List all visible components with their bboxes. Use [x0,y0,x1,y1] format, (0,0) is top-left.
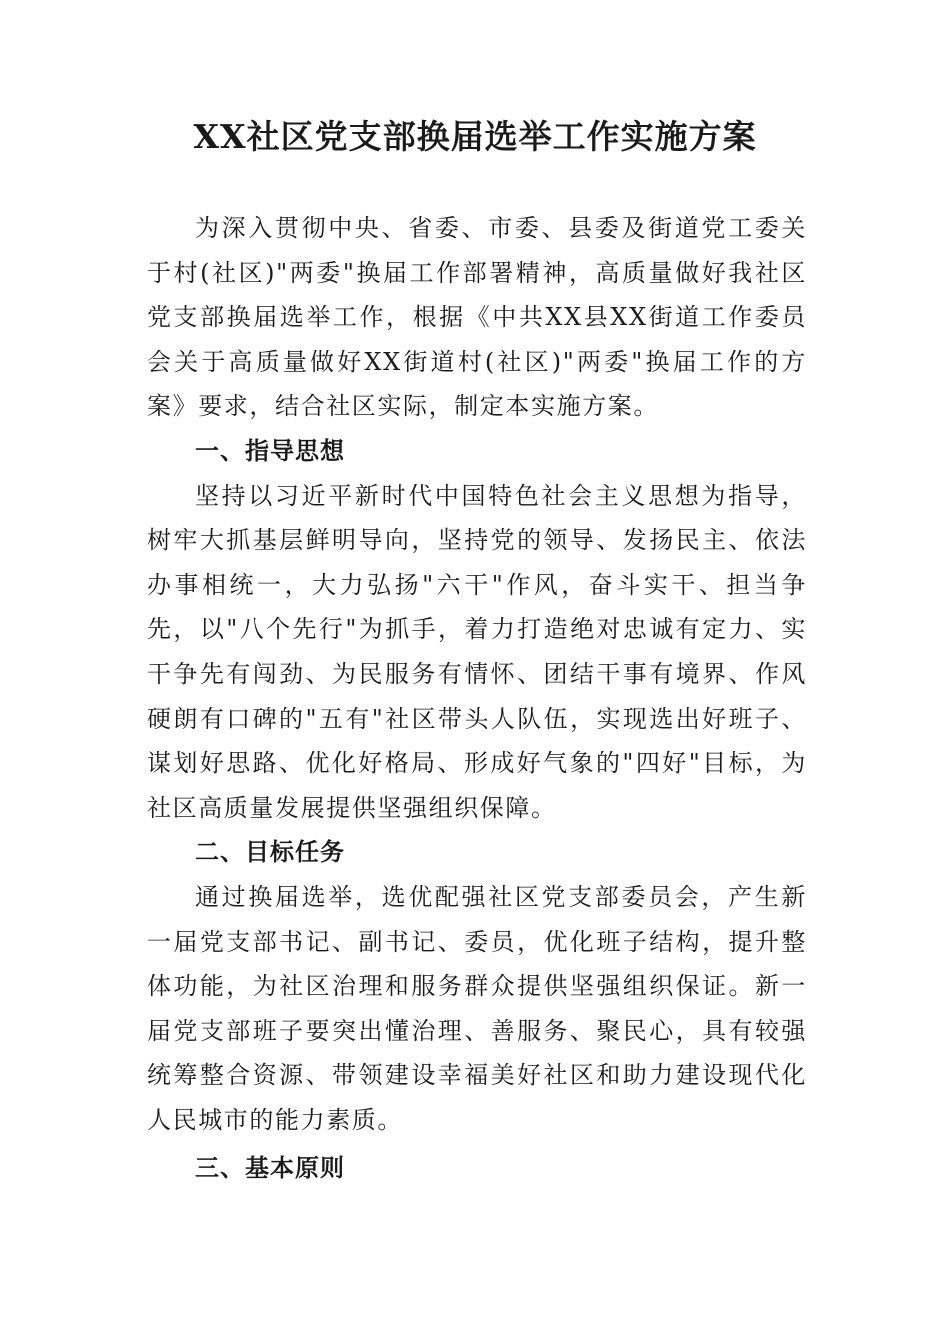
section-paragraph-guiding-thought: 坚持以习近平新时代中国特色社会主义思想为指导，树牢大抓基层鲜明导向，坚持党的领导、发扬民主、依法办事相统一，大力弘扬"六干"作风，奋斗实干、担当争先，以"八个先行"为抓手，着力打造绝对忠诚有定力、实干争先有闯劲、为民服务有情怀、团结干事有境界、作风硬朗有口碑的"五有"社区带头人队伍，实现选出好班子、谋划好思路、优化好格局、形成好气象的"四好"目标，为社区高质量发展提供坚强组织保障。 [147,481,807,822]
section-heading-basic-principles: 三、基本原则 [195,1154,345,1183]
document-body [147,206,807,1191]
section-heading-guiding-thought: 一、指导思想 [195,436,345,465]
section-paragraph-goals-tasks: 通过换届选举，选优配强社区党支部委员会，产生新一届党支部书记、副书记、委员，优化班子结构，提升整体功能，为社区治理和服务群众提供坚强组织保证。新一届党支部班子要突出懂治理、善服务、聚民心，具有较强统筹整合资源、带领建设幸福美好社区和助力建设现代化人民城市的能力素质。 [147,882,807,1134]
document-title: XX社区党支部换届选举工作实施方案 [193,117,757,156]
intro-paragraph: 为深入贯彻中央、省委、市委、县委及街道党工委关于村(社区)"两委"换届工作部署精神，高质量做好我社区党支部换届选举工作，根据《中共XX县XX街道工作委员会关于高质量做好XX街道村(社区)"两委"换届工作的方案》要求，结合社区实际，制定本实施方案。 [147,214,807,421]
section-heading-goals-tasks: 二、目标任务 [195,838,345,867]
